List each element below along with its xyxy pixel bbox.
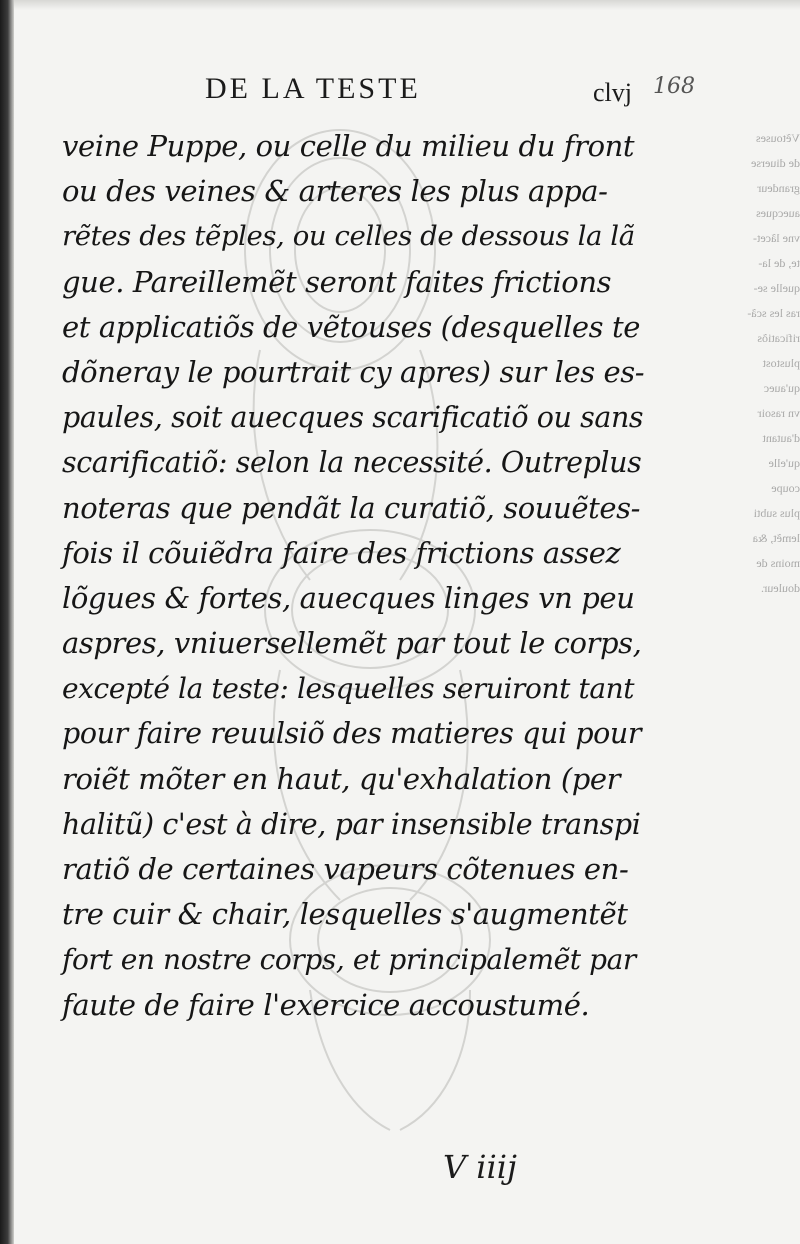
text-line: excepté la teste: lesquelles seruiront tant (62, 672, 635, 706)
body-text (62, 124, 645, 1028)
folio-number: clvj (593, 78, 632, 107)
bleed-line: plus subti (753, 506, 800, 520)
text-line: gue. Pareillemẽt seront faites frictions (62, 264, 612, 299)
scan-left-border (0, 0, 14, 1244)
bleed-through-margin-note (650, 126, 800, 601)
bleed-line: qu'elle (768, 456, 800, 470)
text-line: ratiõ de certaines vapeurs cõtenues en- (62, 852, 629, 886)
text-line: scarificatiõ: selon la necessité. Outreplus (62, 446, 642, 480)
text-line: rẽtes des tẽples, ou celles de dessous la lã (62, 220, 635, 253)
text-line: tre cuir & chair, lesquelles s'augmentẽt (62, 897, 628, 932)
bleed-line: douleur. (761, 581, 800, 595)
text-line: lõgues & fortes, auecques linges vn peu (62, 580, 635, 615)
bleed-line: moins de (756, 556, 800, 570)
bleed-line: de diuerse (751, 156, 800, 170)
text-line: paules, soit auecques scarificatiõ ou sans (62, 401, 644, 435)
bleed-line: lemẽt, &a (752, 531, 800, 545)
text-line: dõneray le pourtrait cy apres) sur les es- (62, 354, 645, 389)
text-line: roiẽt mõter en haut, qu'exhalation (per (62, 761, 621, 796)
bleed-line: qu'auec (763, 381, 800, 395)
scan-top-edge (0, 0, 800, 10)
bleed-line: vn rasoir (757, 406, 800, 420)
bleed-line: Vẽtouses (756, 131, 800, 145)
bleed-line: plustost (762, 356, 800, 370)
text-line: ou des veines & arteres les plus appa- (62, 174, 608, 209)
text-line: fort en nostre corps, et principalemẽt par (62, 943, 636, 977)
bleed-line: te, de la- (758, 256, 800, 270)
bleed-line: grandeur (757, 181, 800, 195)
bleed-line: ras les scã- (747, 306, 800, 320)
text-line: pour faire reuulsiõ des matieres qui pour (62, 717, 642, 751)
signature-mark: V iiij (443, 1148, 517, 1186)
bleed-line: auecques (756, 206, 800, 220)
bleed-line: rificatiõs (757, 331, 800, 345)
text-line: noteras que pendãt la curatiõ, souuẽtes- (62, 490, 640, 525)
text-line: halitũ) c'est à dire, par insensible transpi (62, 807, 641, 841)
bleed-line: vne lãcet- (753, 231, 800, 245)
text-line: faute de faire l'exercice accoustumé. (62, 987, 590, 1022)
text-line: et applicatiõs de vẽtouses (desquelles te (62, 309, 641, 344)
bleed-line: d'autant (762, 431, 800, 445)
handwritten-page-number: 168 (653, 74, 695, 99)
running-header-title: DE LA TESTE (205, 72, 421, 105)
bleed-line: coupe (771, 481, 800, 495)
text-line: aspres, vniuersellemẽt par tout le corps, (62, 626, 642, 661)
text-line: veine Puppe, ou celle du milieu du front (62, 129, 635, 163)
text-line: fois il cõuiẽdra faire des frictions assez (62, 535, 621, 570)
bleed-line: quelle se- (753, 281, 800, 295)
